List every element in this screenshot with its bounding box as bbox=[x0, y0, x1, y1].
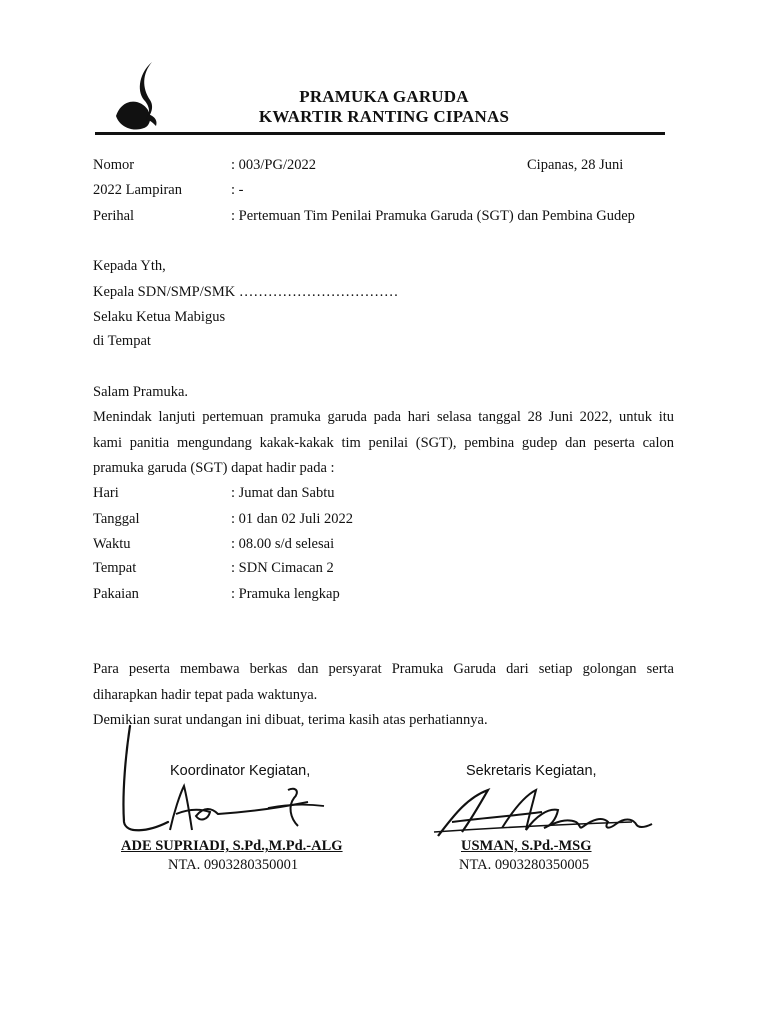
recipient-line: Kepala SDN/SMP/SMK …………………………… bbox=[93, 284, 399, 300]
detail-label: Tanggal bbox=[93, 511, 140, 527]
left-signer-nta: NTA. 0903280350001 bbox=[168, 857, 299, 873]
recipient-line: Kepada Yth, bbox=[93, 258, 166, 274]
body-paragraph-line: kami panitia mengundang kakak-kakak tim penilai (SGT), pembina gudep dan peserta calon bbox=[93, 435, 674, 451]
detail-label: Hari bbox=[93, 485, 119, 501]
recipient-line: Selaku Ketua Mabigus bbox=[93, 309, 226, 325]
detail-label: Tempat bbox=[93, 560, 137, 576]
left-signer-name: ADE SUPRIADI, S.Pd.,M.Pd.-ALG bbox=[121, 838, 343, 854]
detail-value: : Pramuka lengkap bbox=[231, 586, 340, 602]
perihal-label: Perihal bbox=[93, 208, 135, 224]
right-signer-title: Sekretaris Kegiatan, bbox=[466, 763, 597, 779]
closing-line: Demikian surat undangan ini dibuat, terima kasih atas perhatiannya. bbox=[93, 712, 488, 728]
nomor-label: Nomor bbox=[93, 157, 135, 173]
detail-value: : SDN Cimacan 2 bbox=[231, 560, 334, 576]
perihal-value: : Pertemuan Tim Penilai Pramuka Garuda (SGT) dan Pembina Gudep bbox=[231, 208, 635, 224]
body-paragraph-line: diharapkan hadir tepat pada waktunya. bbox=[93, 687, 318, 703]
header-divider bbox=[95, 132, 665, 135]
place-date: Cipanas, 28 Juni bbox=[527, 157, 624, 173]
right-signer-nta: NTA. 0903280350005 bbox=[459, 857, 590, 873]
right-signature-icon bbox=[432, 782, 662, 842]
org-title: PRAMUKA GARUDA bbox=[299, 87, 469, 106]
detail-value: : 01 dan 02 Juli 2022 bbox=[231, 511, 354, 527]
detail-value: : 08.00 s/d selesai bbox=[231, 536, 335, 552]
org-subtitle: KWARTIR RANTING CIPANAS bbox=[258, 107, 510, 126]
detail-label: Waktu bbox=[93, 536, 131, 552]
lampiran-label: 2022 Lampiran bbox=[93, 182, 182, 198]
body-paragraph-line: pramuka garuda (SGT) dapat hadir pada : bbox=[93, 460, 335, 476]
lampiran-value: : - bbox=[231, 182, 244, 198]
recipient-line: di Tempat bbox=[93, 333, 151, 349]
right-signer-name: USMAN, S.Pd.-MSG bbox=[461, 838, 592, 854]
body-paragraph-line: Menindak lanjuti pertemuan pramuka garuda pada hari selasa tanggal 28 Juni 2022, untuk itu bbox=[93, 409, 674, 425]
detail-value: : Jumat dan Sabtu bbox=[231, 485, 335, 501]
nomor-value: : 003/PG/2022 bbox=[231, 157, 316, 173]
left-signer-title: Koordinator Kegiatan, bbox=[170, 763, 311, 779]
body-paragraph-line: Para peserta membawa berkas dan persyarat Pramuka Garuda dari setiap golongan serta bbox=[93, 661, 674, 677]
greeting: Salam Pramuka. bbox=[93, 384, 189, 400]
detail-label: Pakaian bbox=[93, 586, 139, 602]
left-signature-icon bbox=[118, 722, 338, 840]
